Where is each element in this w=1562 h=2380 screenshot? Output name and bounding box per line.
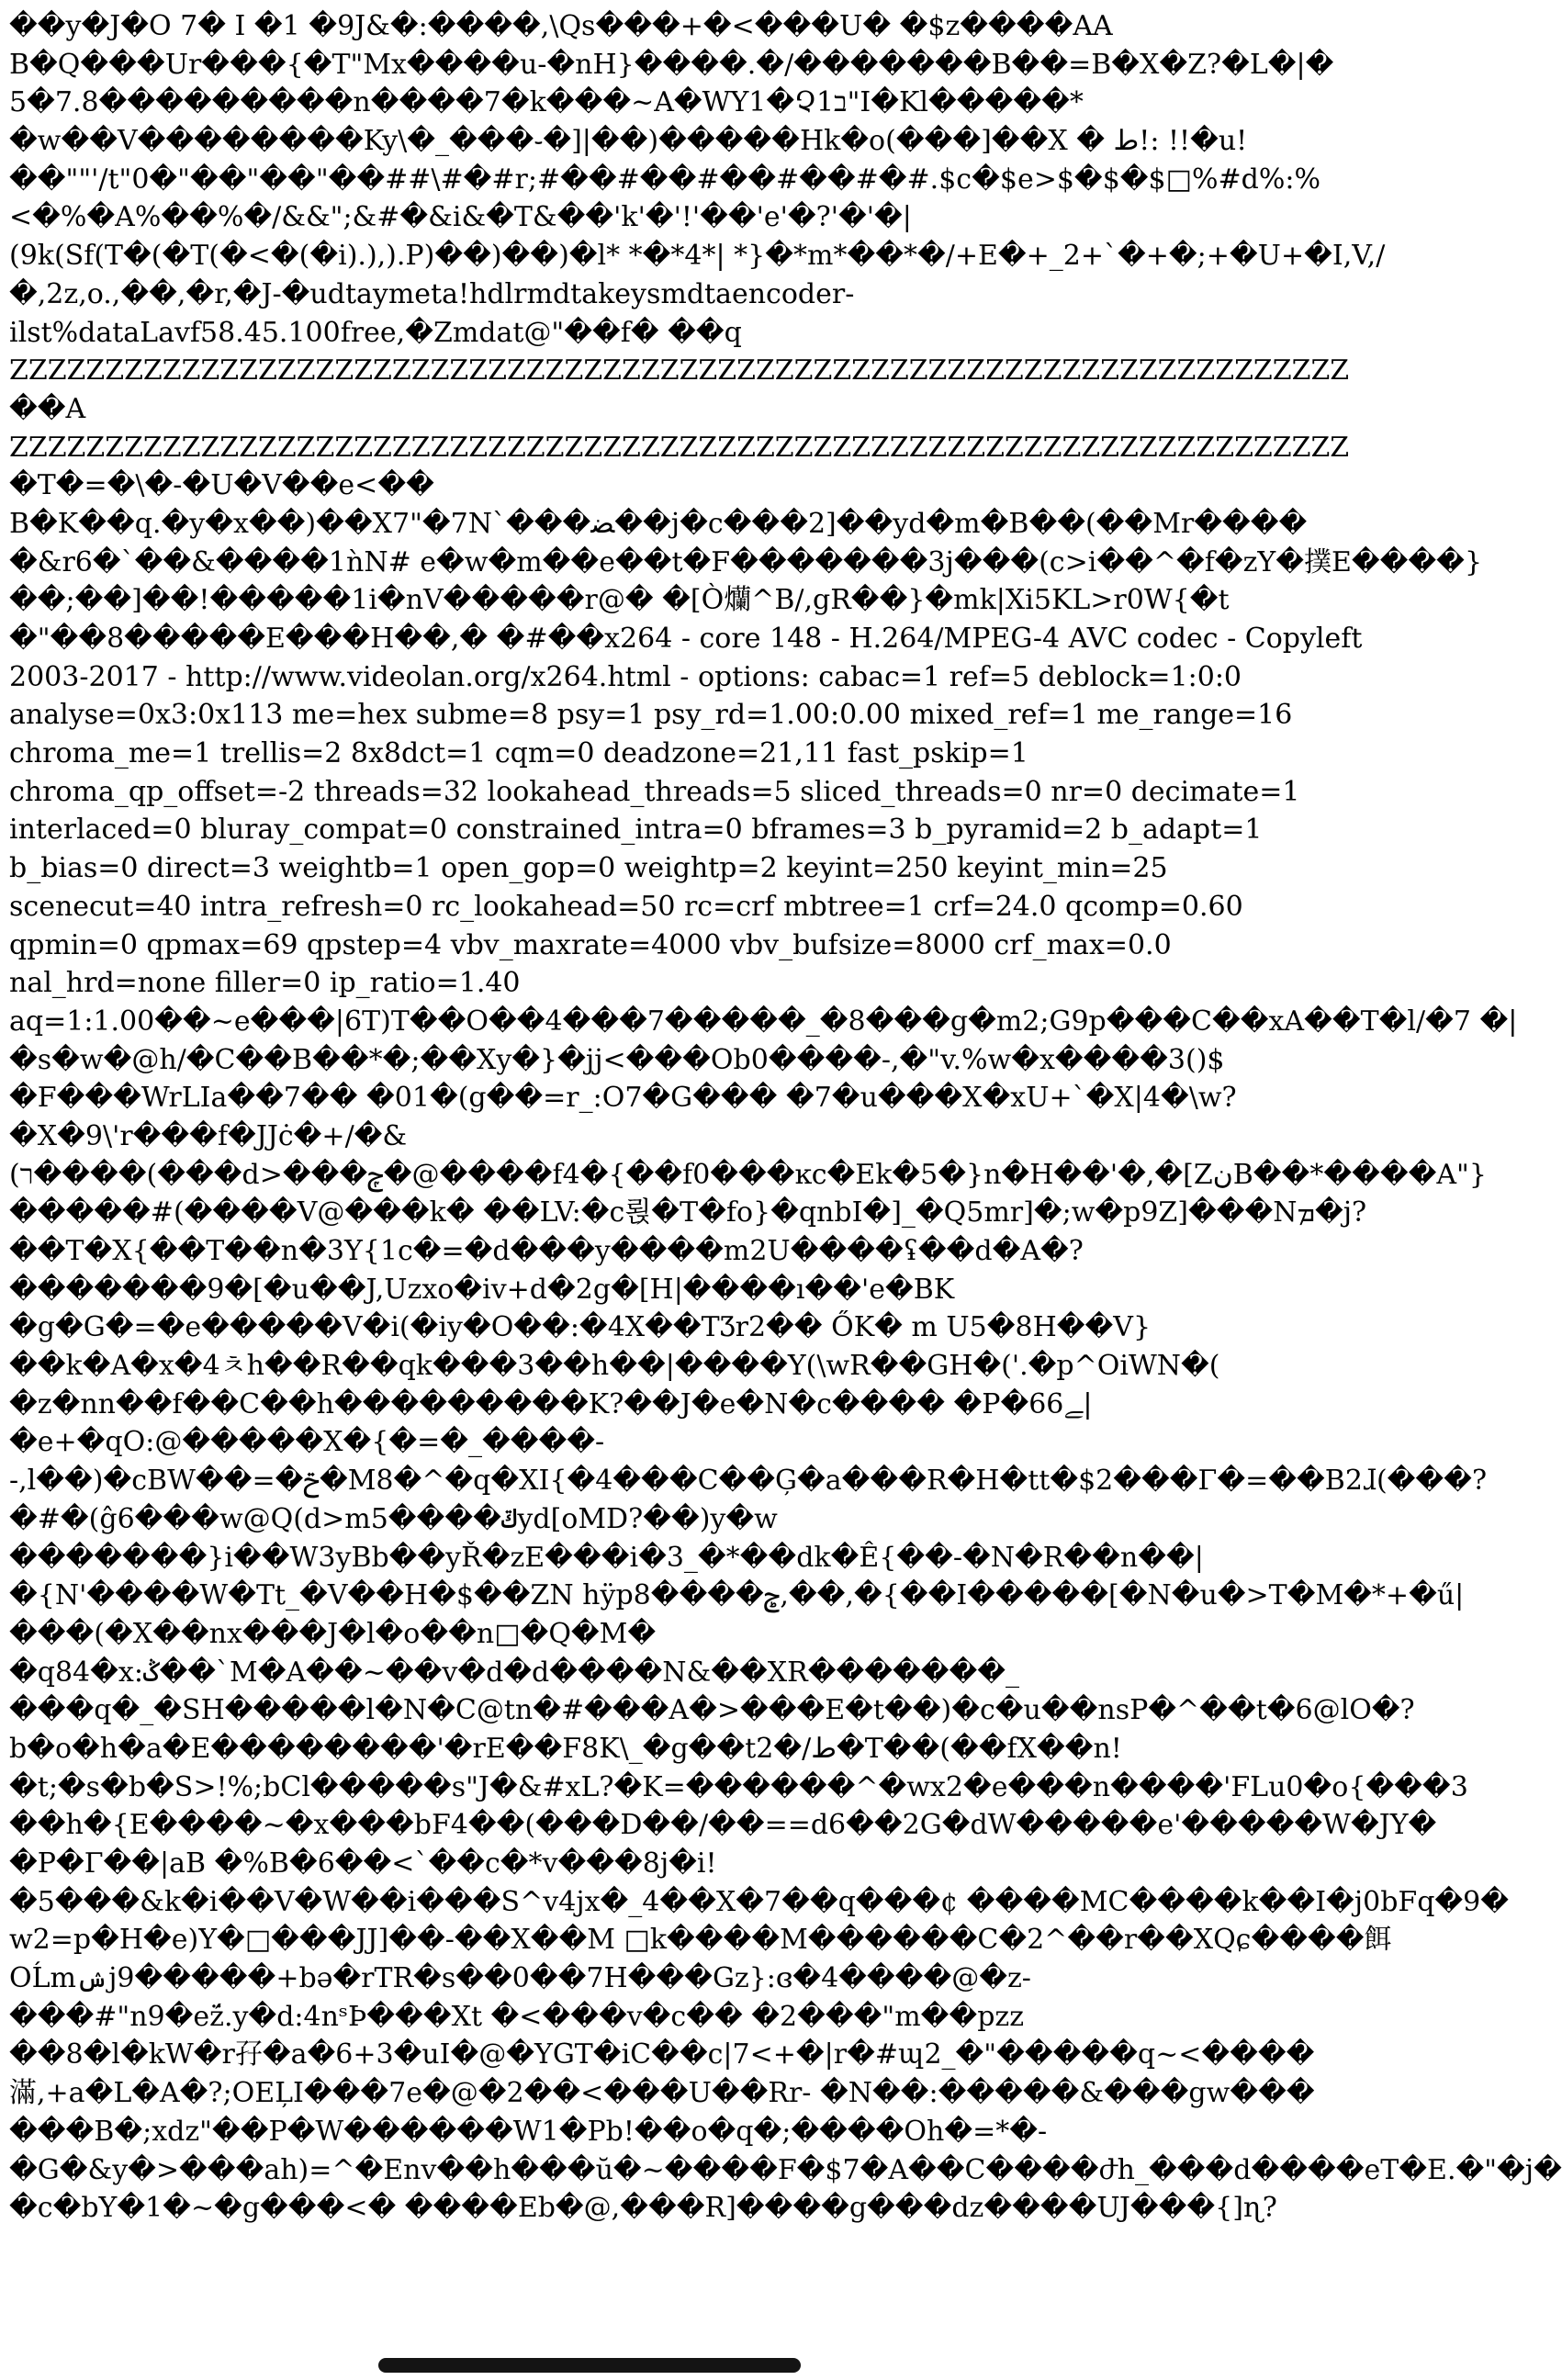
text-line: �X�9\'r���f�JJċ�+/�& xyxy=(9,1119,408,1152)
text-line: �T�=�\�-�U�V��e<�� xyxy=(9,469,434,502)
text-line: <�%�A%��%�/&&";&#�&i&�T&��'k'�'!'��'e'�?'�'�| xyxy=(9,201,912,234)
text-line: B�K��q.�y�x��)��X7"�7N`���ﻀ��j�c���2]��yd�m�B��(��Mr���� xyxy=(9,507,1308,540)
text-line: aq=1:1.00��~e���|6T)T��O��4���7�����_�8���g�m2;G9p���C��xA��T�l/�7 �| xyxy=(9,1005,1518,1038)
text-line: �F���WrLIa��7�� �01�(g��=r_:O7�G��� �7�u���X�xU+`�X|4�\w? xyxy=(9,1082,1237,1115)
text-line: �{N'����W�Tt_�V��H�$��ZN hÿp8����ݮ,��,�{��I�����[�N�u�>T�M�*+�ű| xyxy=(9,1579,1465,1612)
text-line: �e+�qO:@�����X�{�=�_����- xyxy=(9,1426,605,1459)
text-line: OĹmݾj9�����+bə�rTR�s��0��7H���Gz}:ɞ�4����@�z- xyxy=(9,1962,1031,1995)
text-line: ZZZZZZZZZZZZZZZZZZZZZZZZZZZZZZZZZZZZZZZZZZZZZZZZZZZZZZZZZZZZZZZZZZZZZZ xyxy=(9,354,1350,387)
text-line: �5���&k�i��V�W��i���S^v4jx�_4��X�7��q���¢ ����MC����k��I�j0bFq�9� xyxy=(9,1885,1510,1918)
text-line: 2003-2017 - http://www.videolan.org/x264.html - options: cabac=1 ref=5 deblock=1:0:0 xyxy=(9,660,1242,693)
text-line: ��y�J�O 7� I �1 �9J&�:����,\Qs���+�<���U� �$z����AA xyxy=(9,10,1113,42)
text-line: ���#"n9�ez̈́.y�d:4nˢÞ���Xt �<���v�c�� �2���"m��pzz xyxy=(9,2000,1025,2033)
text-line: nal_hrd=none filler=0 ip_ratio=1.40 xyxy=(9,967,521,1000)
text-line: �w��V��������Ky\�_���֊�]|��)�����Hk�o(���]��X � ﻁ!: !!�u! xyxy=(9,125,1248,158)
text-line: ���(�X��nx���J�l�o��n□�Q�M� xyxy=(9,1617,657,1650)
text-line: ZZZZZZZZZZZZZZZZZZZZZZZZZZZZZZZZZZZZZZZZZZZZZZZZZZZZZZZZZZZZZZZZZZZZZZ xyxy=(9,431,1350,464)
text-line: interlaced=0 bluray_compat=0 constrained_intra=0 bframes=3 b_pyramid=2 b_adapt=1 xyxy=(9,814,1263,847)
document-body xyxy=(9,0,1562,2228)
text-line: �����#(����V@���k� ��LV:�c뢵�T�fo}�qnbI�]_�Q5mr]�;w�p9Z]���Nܡ�j? xyxy=(9,1196,1367,1229)
text-line: ��A xyxy=(9,392,86,425)
text-line: B�Q���Ur���{�T"Mx����u-�nH}����.�/�������B��=B�X�Z?�L�|� xyxy=(9,48,1334,81)
text-line: ��k�A�x�4ㅊh��R��qk���3��h��|����Y(\wR��GH�('.�p^OiWN�( xyxy=(9,1350,1220,1383)
text-line: (ר����(���d>���ݼ�@����f4�{��f0���ĸc�Ek�5�}n�H��'�,�[ZنB��*����A"} xyxy=(9,1158,1487,1191)
text-line: �G�&y�>���ah)=^�Env��h���ŭ�~����F�$7�A��C����ժh_���d����eT�E.�"�j� xyxy=(9,2153,1562,2186)
text-line: 滿,+a�L�A�?;OEĻI���7e�@�2��<���U��Rr- �N��:�����&���gw��� xyxy=(9,2077,1315,2110)
text-line: chroma_me=1 trellis=2 8x8dct=1 cqm=0 deadzone=21,11 fast_pskip=1 xyxy=(9,737,1028,770)
text-line: ��h�{E����~�x���bF4��(���D��/��==d6��2G�dW�����e'�����W�JY� xyxy=(9,1809,1437,1842)
text-line: w2=p�H�e)Y�□���JJ]��-��X��M □k����M������C�2^��r��XQɕ����餌 xyxy=(9,1924,1392,1957)
text-line: ��T�X{��T��n�3Y{1c�=�d���y����m2U����ʢ��d�A�? xyxy=(9,1235,1084,1267)
text-line: scenecut=40 intra_refresh=0 rc_lookahead=50 rc=crf mbtree=1 crf=24.0 qcomp=0.60 xyxy=(9,890,1243,923)
text-line: �������9�[�u��J,Uzxo�iv+d�2g�[H|����ı��'e�BK xyxy=(9,1273,955,1306)
text-line: �������}i��W3yBb��yŘ�zE���i�3_�*��dk�Ê{��-�N�R��n��| xyxy=(9,1541,1204,1574)
text-line: �#�(ĝ6���w@Q(d>m5����ݿyd[oMD?��)y�w xyxy=(9,1502,778,1535)
text-line: 5�7.8���������n����7�k���~A�WY1�Չ1ב"I�Kl�����* xyxy=(9,86,1084,119)
text-line: �z�nn��f��C��h���������K?��J�e�N�c���� �P�66ﮯ| xyxy=(9,1387,1093,1420)
text-line: chroma_qp_offset=-2 threads=32 lookahead_threads=5 sliced_threads=0 nr=0 decimate=1 xyxy=(9,775,1300,808)
text-line: �c�bY�1�~�g���<� ����Eb�@,���R]����g���dz����UJ���{]ɳ? xyxy=(9,2192,1277,2225)
home-indicator[interactable] xyxy=(378,2358,801,2373)
text-line: �"��8�����E���H��,� �#��x264 - core 148 - H.264/MPEG-4 AVC codec - Copyleft xyxy=(9,623,1363,655)
text-line: b_bias=0 direct=3 weightb=1 open_gop=0 weightp=2 keyint=250 keyint_min=25 xyxy=(9,852,1168,885)
text-line: analyse=0x3:0x113 me=hex subme=8 psy=1 psy_rd=1.00:0.00 mixed_ref=1 me_range=16 xyxy=(9,699,1293,732)
text-line: qpmin=0 qpmax=69 qpstep=4 vbv_maxrate=4000 vbv_bufsize=8000 crf_max=0.0 xyxy=(9,928,1172,961)
text-line: ��;��]��!�����1i�nV�����r@� �[Ò爤^B/,gR��}�mk|Xi5KL>r0W{�t xyxy=(9,584,1230,617)
text-line: �,2z,o.,��,�r,�J-�udtaymeta!hdlrmdtakeysmdtaencoder- xyxy=(9,277,855,310)
text-line: ilst%dataLavf58.45.100free,�Zmdat@"��f� ��q xyxy=(9,316,742,349)
text-line: b�o�h�a�E��������'�rE��F8K\_�g��t2�/ﻁ�T��(��fX��n! xyxy=(9,1732,1122,1765)
text-line: ���B�;xdz"��P�W������W1�Pb!��o�q�;����Oh�=*�- xyxy=(9,2115,1048,2148)
text-line: �t;�s�b�S>!%;bCl�����s"J�&#xL?�K=������^�wx2�e���n����'FLu0�o{���3 xyxy=(9,1770,1468,1803)
text-line: �s�w�@h/�C��B��*�;��Xy�}�jj<���Ob0����-,�"v.%w�x����3()$ xyxy=(9,1043,1225,1076)
text-line: ��""'/t"0�"��"��"��##\#�#r;#��#��#��#��#�#.$c�$e>$�$�$□%#d%:% xyxy=(9,163,1320,196)
text-line: (9k(Sf(T�(�T(�<�(�i).),).P)��)��)�l* *�*4*| *}�*m*��*�/+E�+_2+`�+�;+�U+�I,V,/ xyxy=(9,240,1386,273)
text-line: ��8�l�kW�r孖�a�6+3�uI�@�YGT�iC��c|7<+�|r�#ɰ2_�"�����q~<���� xyxy=(9,2038,1315,2071)
text-line: �&r6�`��&����1ǹN# e�w�m��e��t�F�������3j���(c>i��^�f�zY�撲E����} xyxy=(9,545,1483,578)
text-line: -,l��)�cBW��=�ݗ�M8�^�q�XI{�4���C��Ģ�a���R�H�tt�$2���Γ�=��B2ɺ(���? xyxy=(9,1465,1488,1498)
text-line: �g�G�=�e�����V�i(�iy�O��:�4X��TӠr2�� ŐK� m U5�8H��V} xyxy=(9,1311,1152,1344)
text-line: �P�Γ��|aB �%B�6��<`��c�*v���8j�i! xyxy=(9,1847,717,1880)
text-line: ���q�_�SH�����l�N�C@tn�#���A�>���E�t��)�c�u��nsP�^��t�6@lO�? xyxy=(9,1694,1415,1727)
text-line: �q84�x:ݣ��`M�A��~��v�d�d����N&��XR�������_ xyxy=(9,1656,1020,1689)
